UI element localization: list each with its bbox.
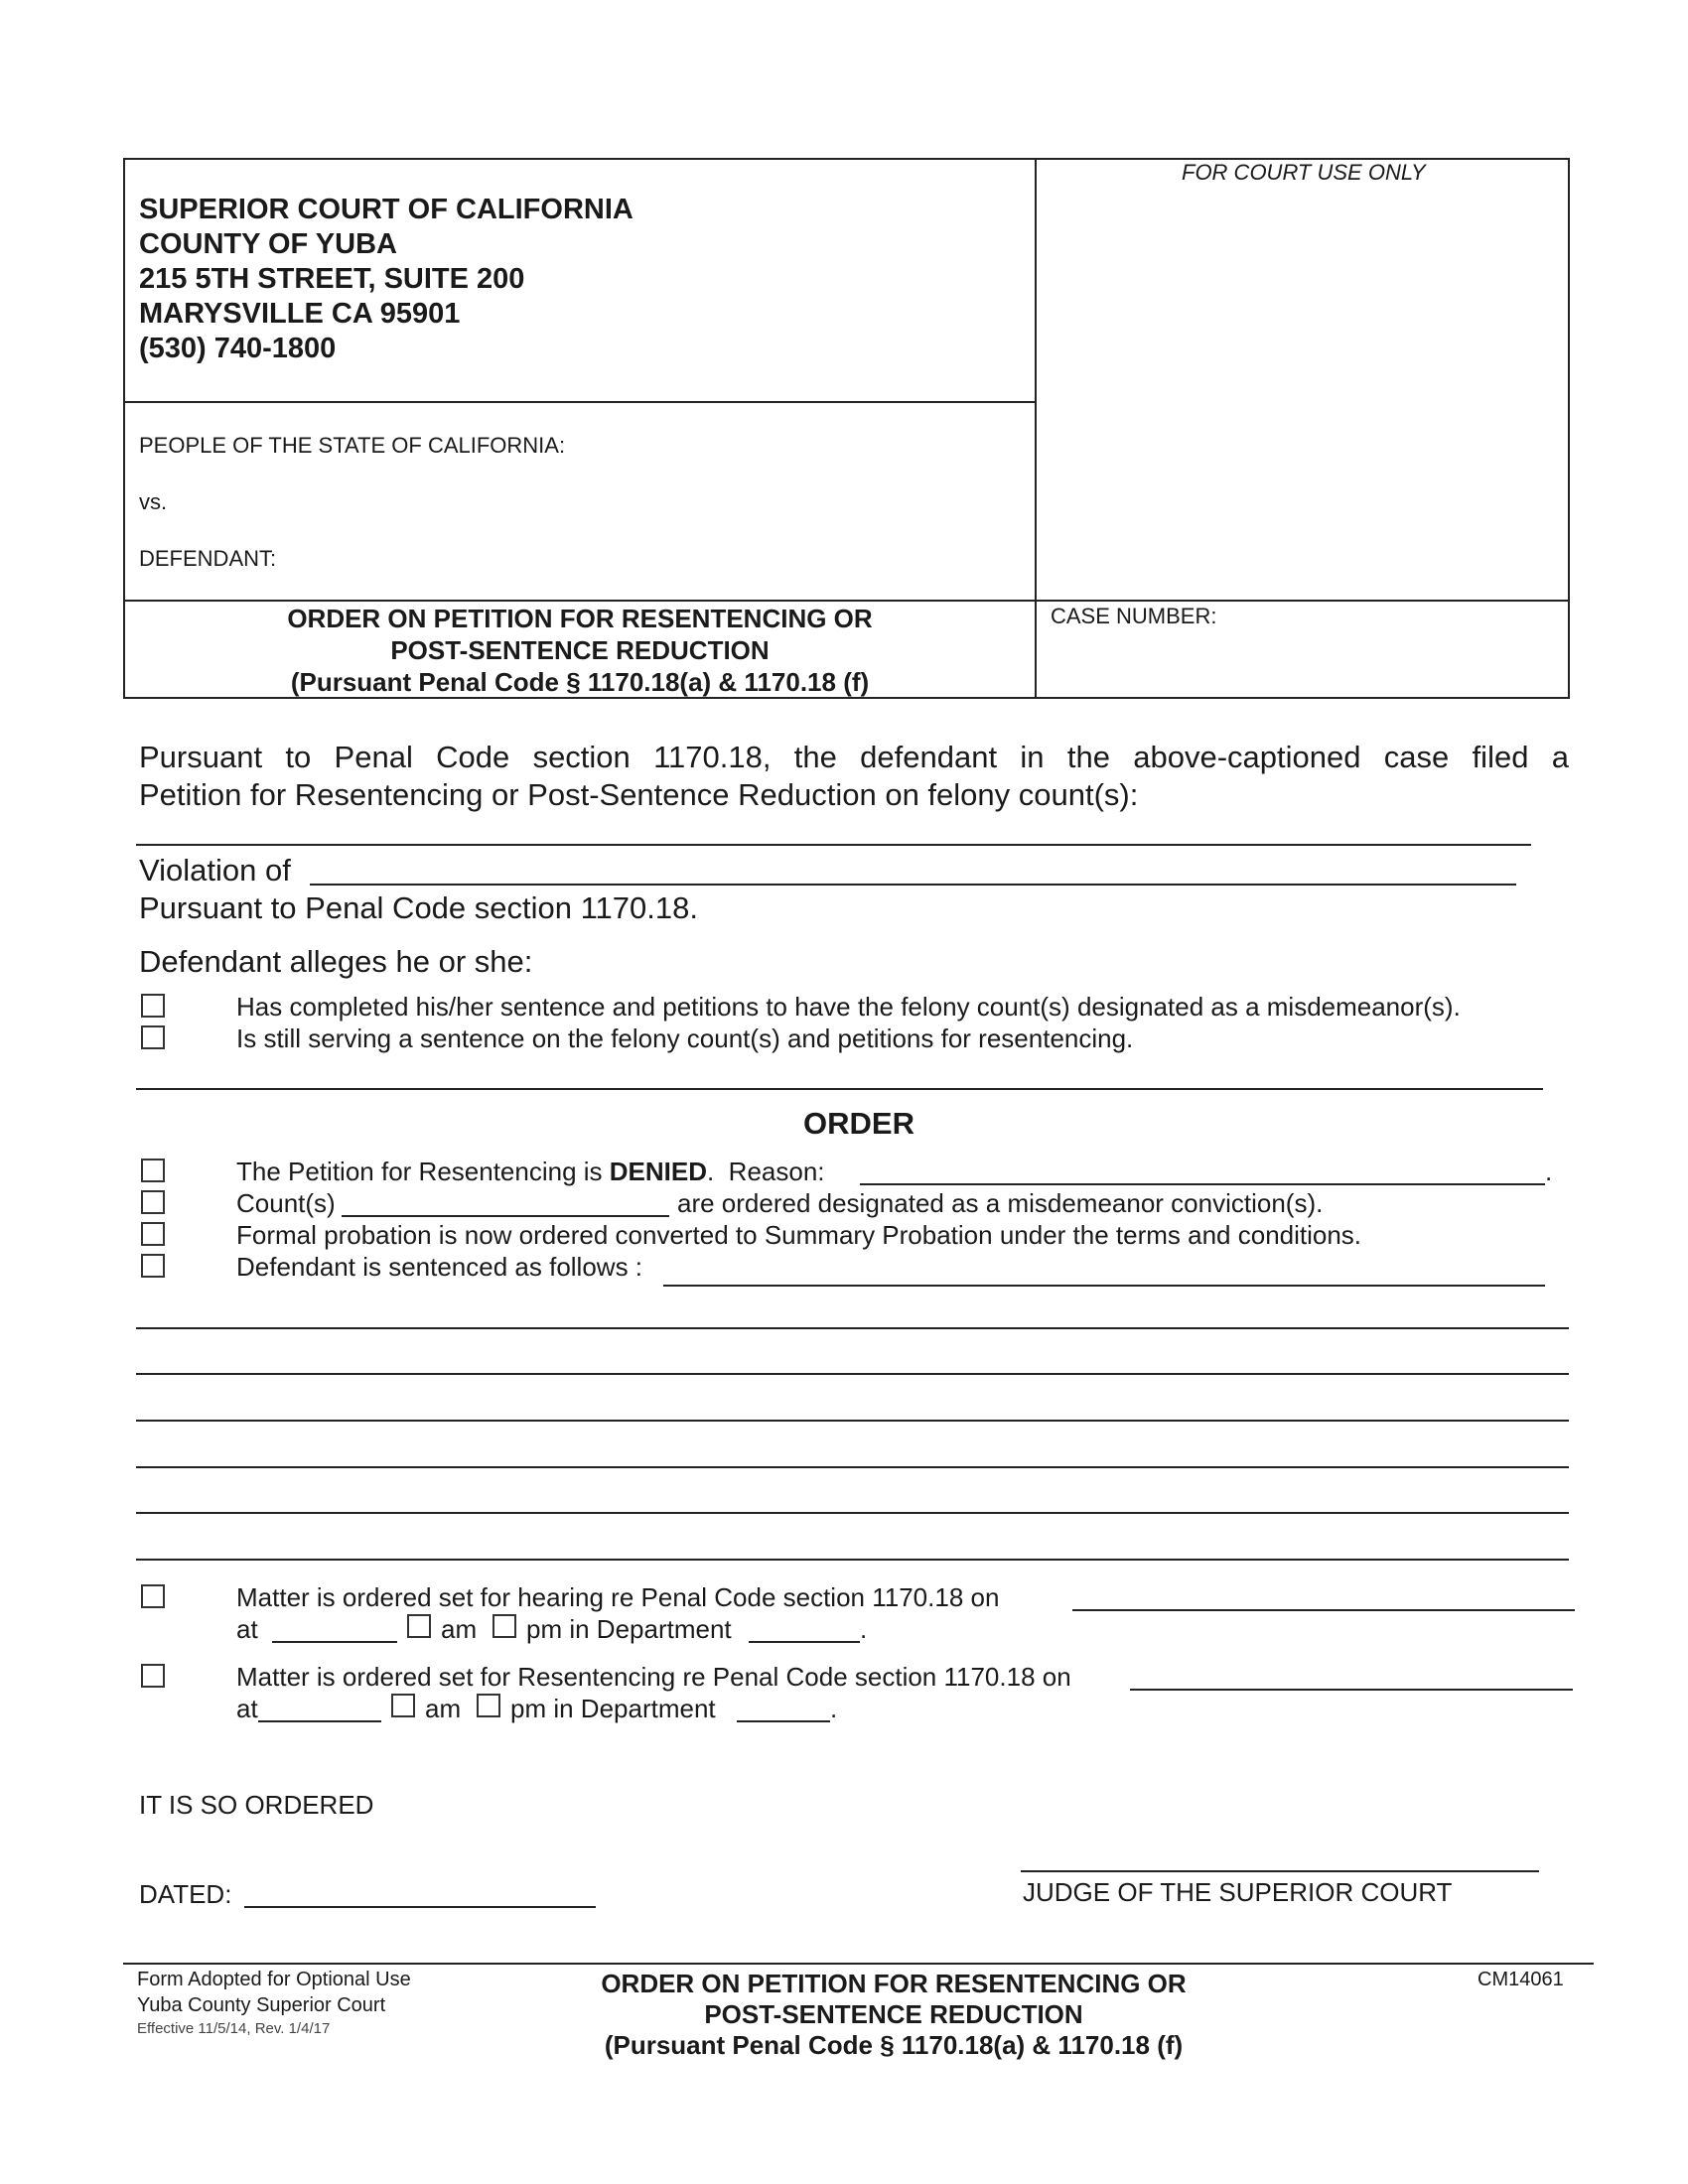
sentence-field-line-6[interactable]	[136, 1512, 1569, 1514]
footer-title-line-3: (Pursuant Penal Code § 1170.18(a) & 1170.18 (f)	[604, 2030, 1184, 2060]
denied-checkbox[interactable]	[141, 1159, 165, 1182]
still-serving-checkbox[interactable]	[141, 1025, 165, 1049]
counts-text: are ordered designated as a misdemeanor conviction(s).	[677, 1188, 1324, 1218]
resentencing-am-checkbox[interactable]	[391, 1694, 415, 1717]
sentence-field-line-2[interactable]	[136, 1327, 1569, 1329]
people-label: PEOPLE OF THE STATE OF CALIFORNIA:	[139, 433, 566, 458]
form-title-line-2: POST-SENTENCE REDUCTION	[390, 635, 770, 665]
probation-checkbox[interactable]	[141, 1222, 165, 1246]
footer-title-line-1: ORDER ON PETITION FOR RESENTENCING OR	[601, 1969, 1187, 1998]
resentencing-text: Matter is ordered set for Resentencing re Penal Code section 1170.18 on	[236, 1662, 1071, 1692]
denied-bold: DENIED	[609, 1157, 708, 1186]
court-phone: (530) 740-1800	[139, 333, 337, 364]
resentencing-period: .	[830, 1694, 838, 1723]
pursuant-text: Pursuant to Penal Code section 1170.18.	[139, 890, 698, 925]
counts-label: Count(s)	[236, 1188, 336, 1218]
resentencing-at-label: at	[236, 1694, 258, 1723]
sentenced-checkbox[interactable]	[141, 1254, 165, 1278]
footer-title-line-2: POST-SENTENCE REDUCTION	[704, 1999, 1083, 2029]
hearing-at-label: at	[236, 1614, 258, 1644]
sentence-field-line-7[interactable]	[136, 1559, 1569, 1561]
dated-field[interactable]	[244, 1906, 596, 1908]
footer-effective: Effective 11/5/14, Rev. 1/4/17	[137, 2020, 331, 2037]
violation-label: Violation of	[139, 853, 291, 887]
hearing-date-field[interactable]	[1072, 1609, 1575, 1611]
defendant-label: DEFENDANT:	[139, 546, 277, 571]
judge-signature-line[interactable]	[1021, 1870, 1539, 1872]
case-number-field[interactable]	[1053, 635, 1549, 685]
resentencing-pm-dept-label: pm in Department	[510, 1694, 716, 1723]
so-ordered-text: IT IS SO ORDERED	[139, 1790, 374, 1820]
resentencing-date-field[interactable]	[1130, 1689, 1573, 1691]
intro-line-1: Pursuant to Penal Code section 1170.18, the defendant in the above-captioned case filed a	[139, 740, 1569, 774]
resentencing-pm-checkbox[interactable]	[477, 1694, 500, 1717]
resentencing-time-field[interactable]	[258, 1720, 381, 1722]
resentencing-am-label: am	[425, 1694, 462, 1723]
denied-reason-field[interactable]	[860, 1183, 1545, 1185]
hearing-checkbox[interactable]	[141, 1584, 165, 1608]
caption-divider-title	[123, 600, 1570, 602]
intro-line-2: Petition for Resentencing or Post-Sentence Reduction on felony count(s):	[139, 777, 1139, 812]
completed-sentence-checkbox[interactable]	[141, 994, 165, 1018]
form-title-line-1: ORDER ON PETITION FOR RESENTENCING OR	[287, 604, 873, 633]
completed-sentence-text: Has completed his/her sentence and petitions to have the felony count(s) designated as a misdemeanor(s).	[236, 992, 1461, 1022]
alleges-text: Defendant alleges he or she:	[139, 944, 533, 979]
hearing-pm-dept-label: pm in Department	[526, 1614, 732, 1644]
caption-divider-court	[123, 401, 1037, 403]
form-title-line-3: (Pursuant Penal Code § 1170.18(a) & 1170.18 (f)	[290, 667, 870, 697]
violation-field[interactable]	[310, 884, 1516, 886]
sentence-field-line-4[interactable]	[136, 1420, 1569, 1422]
hearing-pm-checkbox[interactable]	[492, 1614, 516, 1638]
sentence-field-line-5[interactable]	[136, 1466, 1569, 1468]
section-divider	[136, 1088, 1543, 1090]
felony-counts-field[interactable]	[136, 844, 1531, 846]
probation-text: Formal probation is now ordered converted to Summary Probation under the terms and conditions.	[236, 1220, 1362, 1250]
hearing-period: .	[860, 1614, 868, 1644]
vs-label: vs.	[139, 489, 168, 514]
denied-pre: The Petition for Resentencing is	[236, 1157, 610, 1186]
denied-text	[236, 1156, 825, 1187]
hearing-time-field[interactable]	[272, 1641, 397, 1643]
court-name: SUPERIOR COURT OF CALIFORNIA	[139, 194, 633, 225]
hearing-text: Matter is ordered set for hearing re Penal Code section 1170.18 on	[236, 1582, 1000, 1612]
hearing-dept-field[interactable]	[749, 1641, 860, 1643]
court-use-label: FOR COURT USE ONLY	[1182, 160, 1426, 185]
resentencing-dept-field[interactable]	[737, 1720, 830, 1722]
form-number: CM14061	[1477, 1969, 1564, 1990]
resentencing-checkbox[interactable]	[141, 1664, 165, 1688]
still-serving-text: Is still serving a sentence on the felony count(s) and petitions for resentencing.	[236, 1024, 1134, 1053]
footer-adopted: Form Adopted for Optional Use	[137, 1969, 411, 1990]
order-heading: ORDER	[803, 1106, 914, 1141]
denied-reason-period: .	[1545, 1157, 1553, 1186]
hearing-am-label: am	[441, 1614, 478, 1644]
dated-label: DATED:	[139, 1879, 232, 1909]
misdemeanor-checkbox[interactable]	[141, 1190, 165, 1214]
case-number-label: CASE NUMBER:	[1051, 604, 1217, 628]
counts-field[interactable]	[342, 1215, 669, 1217]
sentenced-text: Defendant is sentenced as follows :	[236, 1252, 643, 1282]
court-county: COUNTY OF YUBA	[139, 228, 397, 260]
judge-label: JUDGE OF THE SUPERIOR COURT	[1023, 1877, 1453, 1907]
court-street: 215 5TH STREET, SUITE 200	[139, 263, 525, 295]
footer-court: Yuba County Superior Court	[137, 1994, 386, 2016]
hearing-am-checkbox[interactable]	[407, 1614, 431, 1638]
footer-rule	[123, 1963, 1594, 1965]
denied-post: . Reason:	[707, 1157, 825, 1186]
sentence-field-line-1[interactable]	[663, 1285, 1545, 1287]
sentence-field-line-3[interactable]	[136, 1373, 1569, 1375]
court-city: MARYSVILLE CA 95901	[139, 298, 461, 330]
